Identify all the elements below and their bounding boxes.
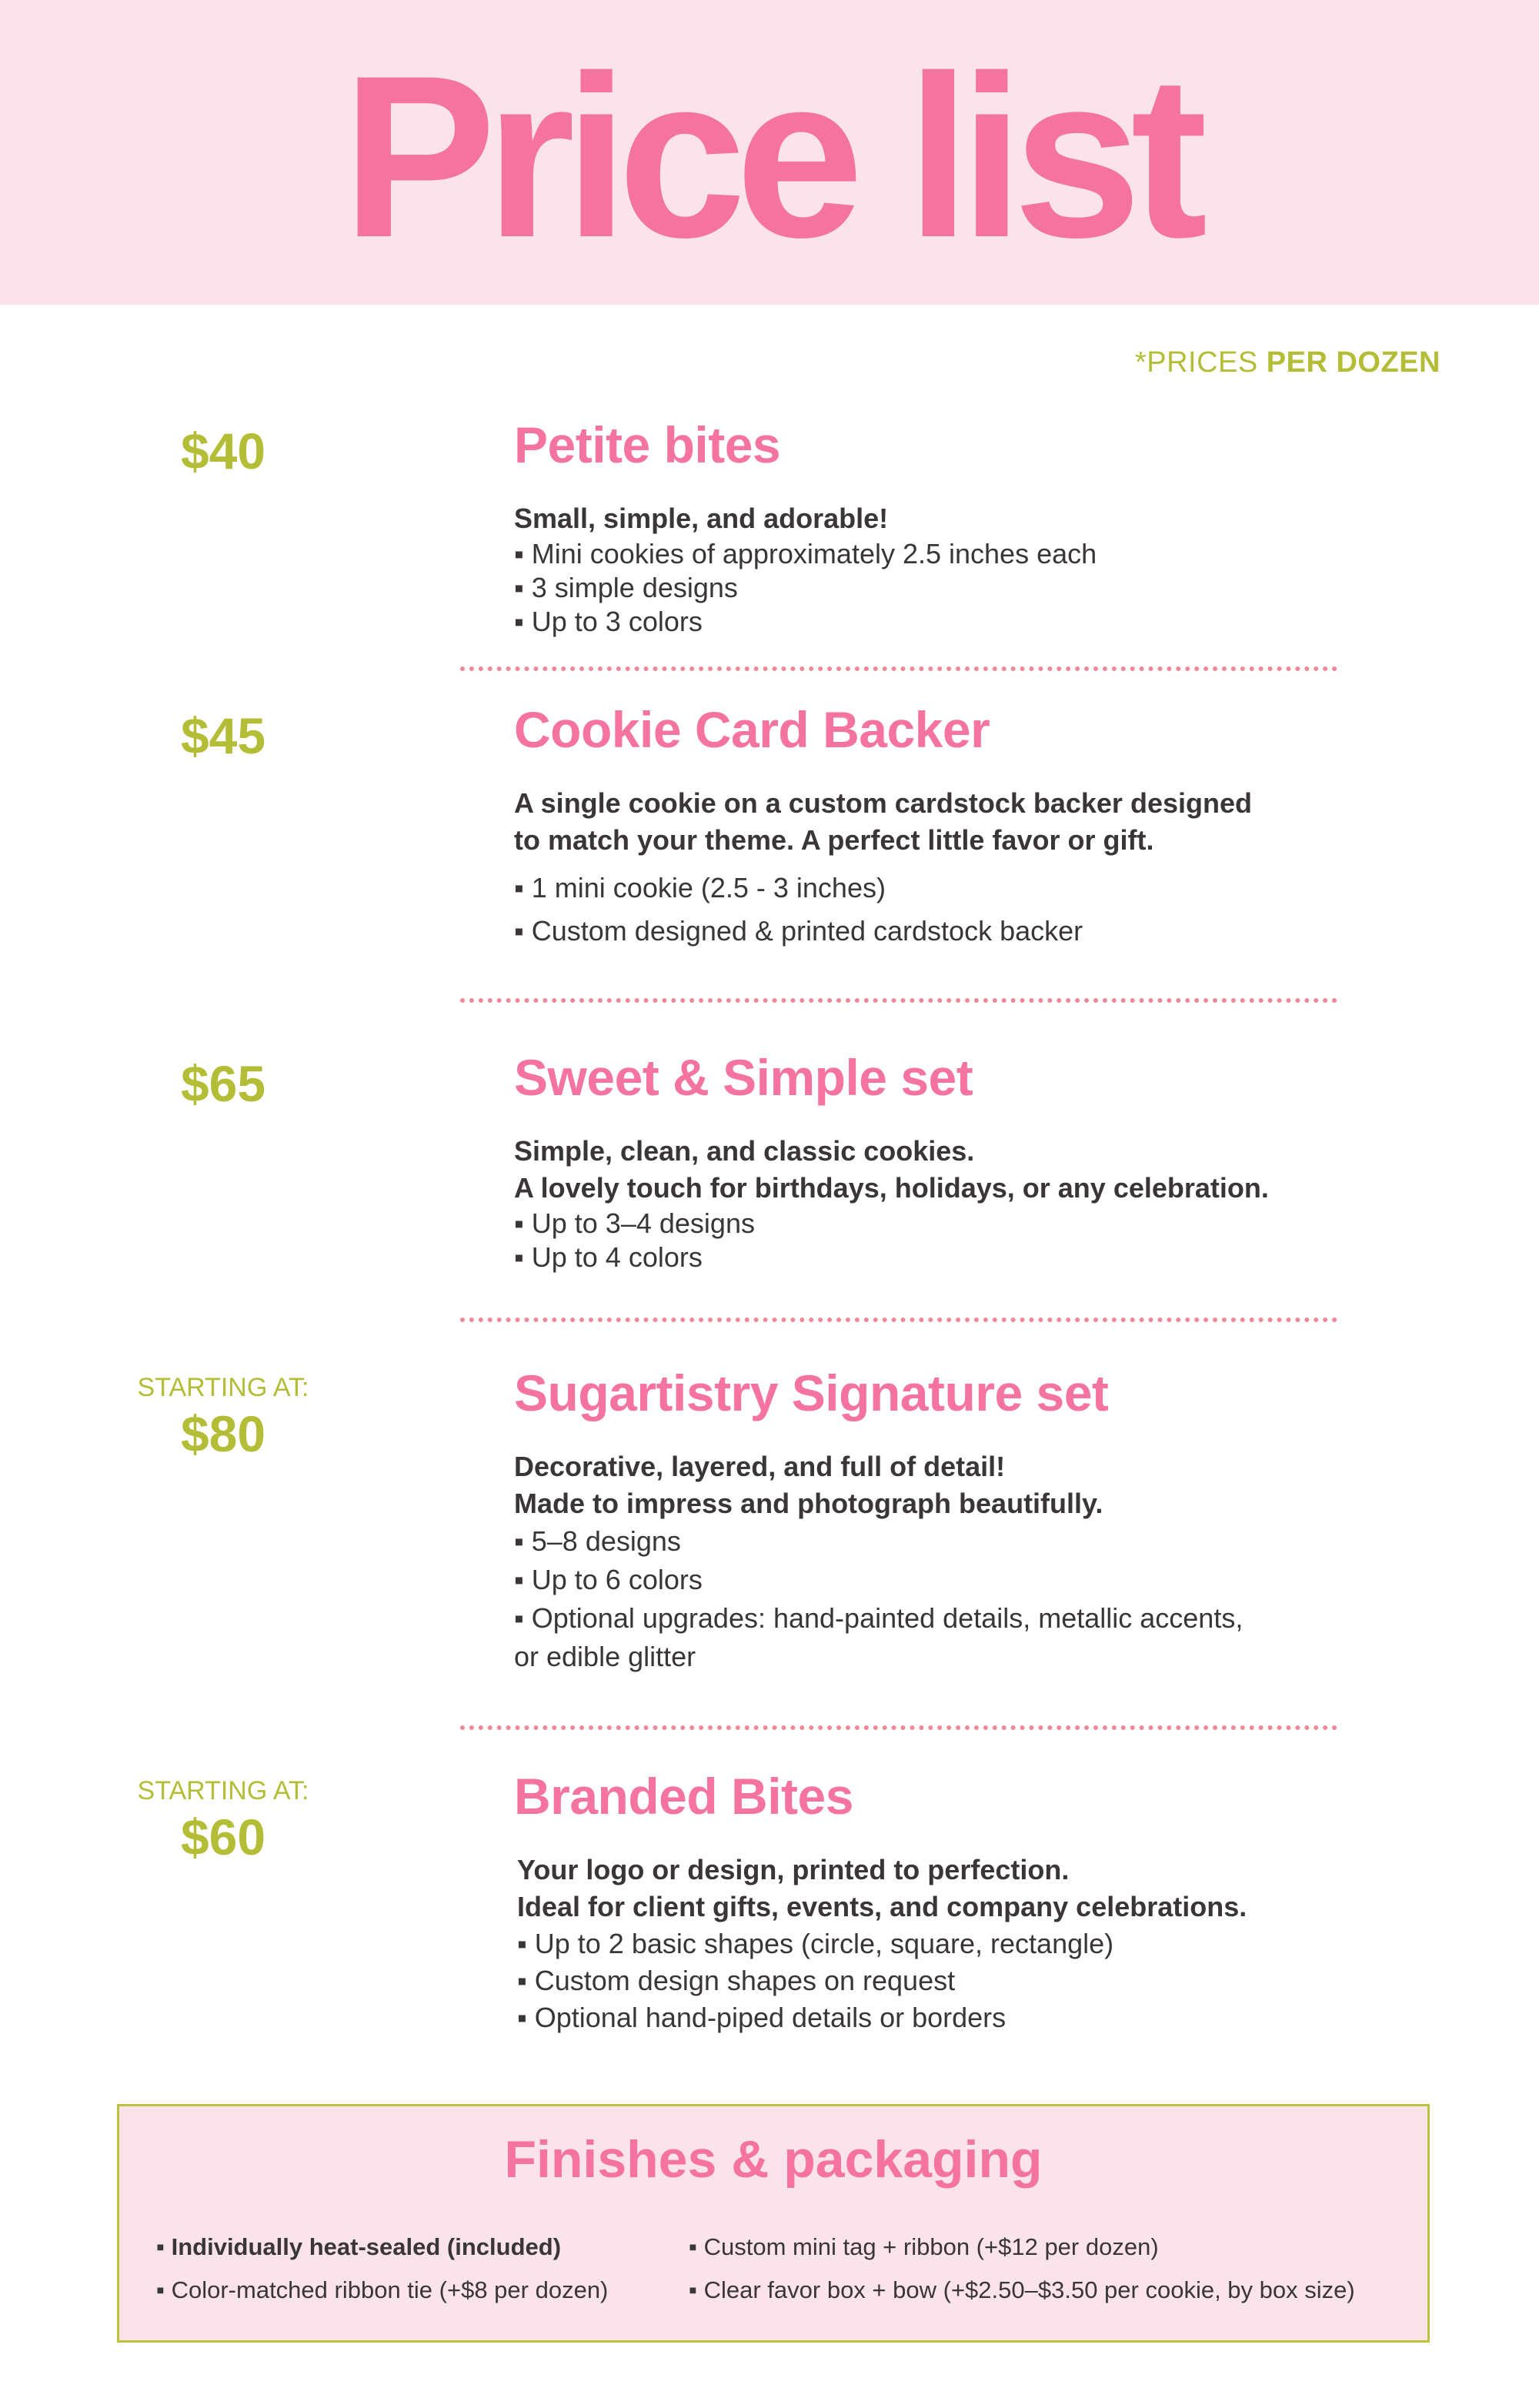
price: $45 — [180, 707, 266, 764]
section-content — [514, 416, 1399, 639]
section-title: Branded Bites — [514, 1768, 853, 1825]
starting-at-label: STARTING AT: — [137, 1373, 309, 1402]
feature-list — [514, 1207, 1399, 1274]
section-description — [514, 500, 1399, 537]
description-line: Decorative, layered, and full of detail! — [514, 1451, 1006, 1482]
price: $40 — [180, 422, 266, 479]
packaging-list-right — [689, 2226, 1355, 2312]
section-title: Cookie Card Backer — [514, 701, 990, 758]
feature-list — [514, 1925, 1399, 2036]
description-line: to match your theme. A perfect little favor or gift. — [514, 824, 1154, 856]
feature-item: ▪ Custom designed & printed cardstock backer — [514, 915, 1083, 947]
section-content — [514, 700, 1399, 953]
feature-item: ▪ Optional upgrades: hand-painted details, metallic accents, — [514, 1602, 1244, 1634]
feature-item: ▪ Optional hand-piped details or borders — [517, 2002, 1007, 2033]
feature-item: ▪ Mini cookies of approximately 2.5 inches each — [514, 538, 1097, 569]
section-title: Sweet & Simple set — [514, 1049, 973, 1106]
packaging-item: ▪ Clear favor box + bow (+$2.50–$3.50 per cookie, by box size) — [689, 2276, 1355, 2303]
prices-note-prefix: *PRICES — [1134, 346, 1267, 379]
feature-item: ▪ Up to 6 colors — [514, 1564, 703, 1595]
packaging-item: ▪ Color-matched ribbon tie (+$8 per dozen) — [156, 2276, 609, 2303]
prices-note-emphasis: PER DOZEN — [1266, 346, 1441, 379]
dotted-divider — [460, 998, 1337, 1003]
description-line: Made to impress and photograph beautifully. — [514, 1488, 1103, 1519]
section-content — [514, 1048, 1399, 1274]
description-line: Small, simple, and adorable! — [514, 503, 889, 534]
feature-list — [514, 537, 1399, 639]
feature-item: ▪ Up to 2 basic shapes (circle, square, rectangle) — [517, 1928, 1114, 1959]
feature-item: ▪ Custom design shapes on request — [517, 1965, 956, 1996]
section-title: Petite bites — [514, 416, 781, 473]
section-description — [514, 1852, 1399, 1925]
price: $65 — [180, 1055, 266, 1112]
packaging-box — [117, 2104, 1430, 2343]
price: $60 — [180, 1809, 266, 1865]
packaging-item: ▪ Custom mini tag + ribbon (+$12 per dozen) — [689, 2233, 1159, 2260]
price-block — [115, 422, 331, 480]
feature-list — [514, 1522, 1399, 1676]
packaging-title: Finishes & packaging — [504, 2130, 1043, 2189]
page-title: Price list — [342, 27, 1197, 286]
section-content — [514, 1364, 1399, 1676]
feature-item: ▪ Up to 3 colors — [514, 606, 703, 637]
feature-item: ▪ 5–8 designs — [514, 1525, 681, 1557]
feature-item: ▪ 1 mini cookie (2.5 - 3 inches) — [514, 872, 886, 903]
section-description — [514, 1448, 1399, 1522]
section-description — [514, 1133, 1399, 1207]
description-line: A lovely touch for birthdays, holidays, or any celebration. — [514, 1172, 1269, 1204]
feature-item: or edible glitter — [514, 1641, 696, 1672]
feature-item: ▪ 3 simple designs — [514, 572, 738, 603]
dotted-divider — [460, 1318, 1337, 1322]
description-line: Ideal for client gifts, events, and company celebrations. — [517, 1891, 1247, 1922]
feature-item: ▪ Up to 3–4 designs — [514, 1207, 755, 1239]
feature-item: ▪ Up to 4 colors — [514, 1241, 703, 1273]
section-content — [514, 1767, 1399, 2036]
section-description — [514, 785, 1399, 859]
dotted-divider — [460, 666, 1337, 671]
dotted-divider — [460, 1725, 1337, 1730]
section-title: Sugartistry Signature set — [514, 1364, 1109, 1421]
price: $80 — [180, 1405, 266, 1462]
feature-list — [514, 867, 1399, 953]
prices-note — [1135, 346, 1441, 379]
packaging-list-left — [156, 2226, 608, 2312]
header-banner — [0, 0, 1539, 305]
starting-at-label: STARTING AT: — [137, 1776, 309, 1805]
description-line: Your logo or design, printed to perfection. — [517, 1854, 1070, 1885]
price-block — [115, 1054, 331, 1113]
price-block — [115, 1776, 331, 1866]
price-block — [115, 1373, 331, 1463]
packaging-item: ▪ Individually heat-sealed (included) — [156, 2233, 562, 2260]
description-line: Simple, clean, and classic cookies. — [514, 1135, 975, 1167]
description-line: A single cookie on a custom cardstock backer designed — [514, 787, 1252, 819]
price-block — [115, 706, 331, 765]
